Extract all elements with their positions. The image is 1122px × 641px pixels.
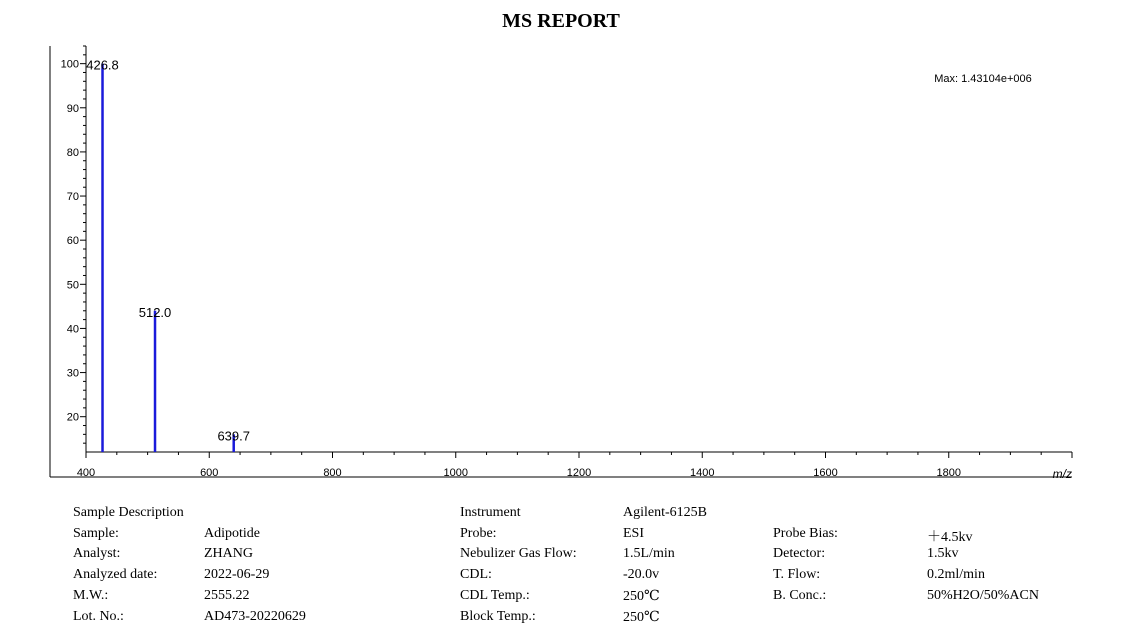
sample-label: Sample:	[73, 526, 119, 541]
x-tick-label: 1000	[443, 467, 468, 479]
b-conc-label: B. Conc.:	[773, 588, 827, 603]
y-tick-label: 30	[66, 367, 79, 380]
probe-value: ESI	[623, 526, 644, 541]
t-flow-value: 0.2ml/min	[927, 567, 985, 582]
x-tick-label: 1400	[690, 467, 715, 479]
report-title: MS REPORT	[502, 10, 620, 32]
y-tick-label: 50	[66, 279, 79, 292]
y-tick-label: 80	[66, 146, 79, 159]
sample-value: Adipotide	[204, 526, 260, 541]
analyst-label: Analyst:	[73, 546, 121, 561]
t-flow-label: T. Flow:	[773, 567, 821, 582]
y-tick-label: 60	[66, 235, 79, 248]
x-tick-label: 1600	[813, 467, 838, 479]
block-temp-label: Block Temp.:	[460, 609, 536, 624]
b-conc-value: 50%H2O/50%ACN	[927, 588, 1039, 603]
y-tick-label: 90	[66, 102, 79, 115]
probe-bias-label: Probe Bias:	[773, 526, 838, 541]
x-axis-label: m/z	[1052, 467, 1072, 481]
peak-label: 639.7	[217, 428, 250, 444]
lot-no-value: AD473-20220629	[204, 609, 306, 624]
block-temp-value: 250℃	[623, 610, 660, 625]
x-tick-label: 800	[323, 467, 342, 479]
nebulizer-gas-flow-value: 1.5L/min	[623, 546, 675, 561]
x-tick-label: 1200	[566, 467, 592, 479]
probe-bias-value: ＋4.5kv	[927, 530, 973, 545]
sample-description-heading: Sample Description	[73, 505, 184, 520]
analyst-value: ZHANG	[204, 546, 253, 561]
lot-no-label: Lot. No.:	[73, 609, 124, 624]
cdl-value: -20.0v	[623, 567, 660, 582]
analyzed-date-label: Analyzed date:	[73, 567, 158, 582]
cdl-label: CDL:	[460, 567, 492, 582]
mw-value: 2555.22	[204, 588, 250, 603]
detector-label: Detector:	[773, 546, 826, 561]
y-tick-label: 20	[66, 411, 79, 424]
y-tick-label: 70	[66, 191, 79, 204]
analyzed-date-value: 2022-06-29	[204, 567, 270, 582]
detector-value: 1.5kv	[927, 546, 959, 561]
max-intensity-label: Max: 1.43104e+006	[934, 73, 1032, 85]
peak-label: 512.0	[138, 304, 172, 320]
x-tick-label: 1800	[936, 467, 961, 479]
probe-label: Probe:	[460, 526, 497, 541]
instrument-value: Agilent-6125B	[623, 505, 707, 520]
y-tick-label: 100	[60, 58, 79, 71]
instrument-label: Instrument	[460, 505, 521, 520]
y-tick-label: 40	[66, 323, 79, 336]
nebulizer-gas-flow-label: Nebulizer Gas Flow:	[460, 546, 577, 561]
x-tick-label: 400	[76, 467, 96, 479]
cdl-temp-value: 250℃	[623, 589, 660, 604]
x-tick-label: 600	[200, 467, 219, 479]
mw-label: M.W.:	[73, 588, 109, 603]
cdl-temp-label: CDL Temp.:	[460, 588, 530, 603]
peak-label: 426.8	[86, 57, 119, 73]
